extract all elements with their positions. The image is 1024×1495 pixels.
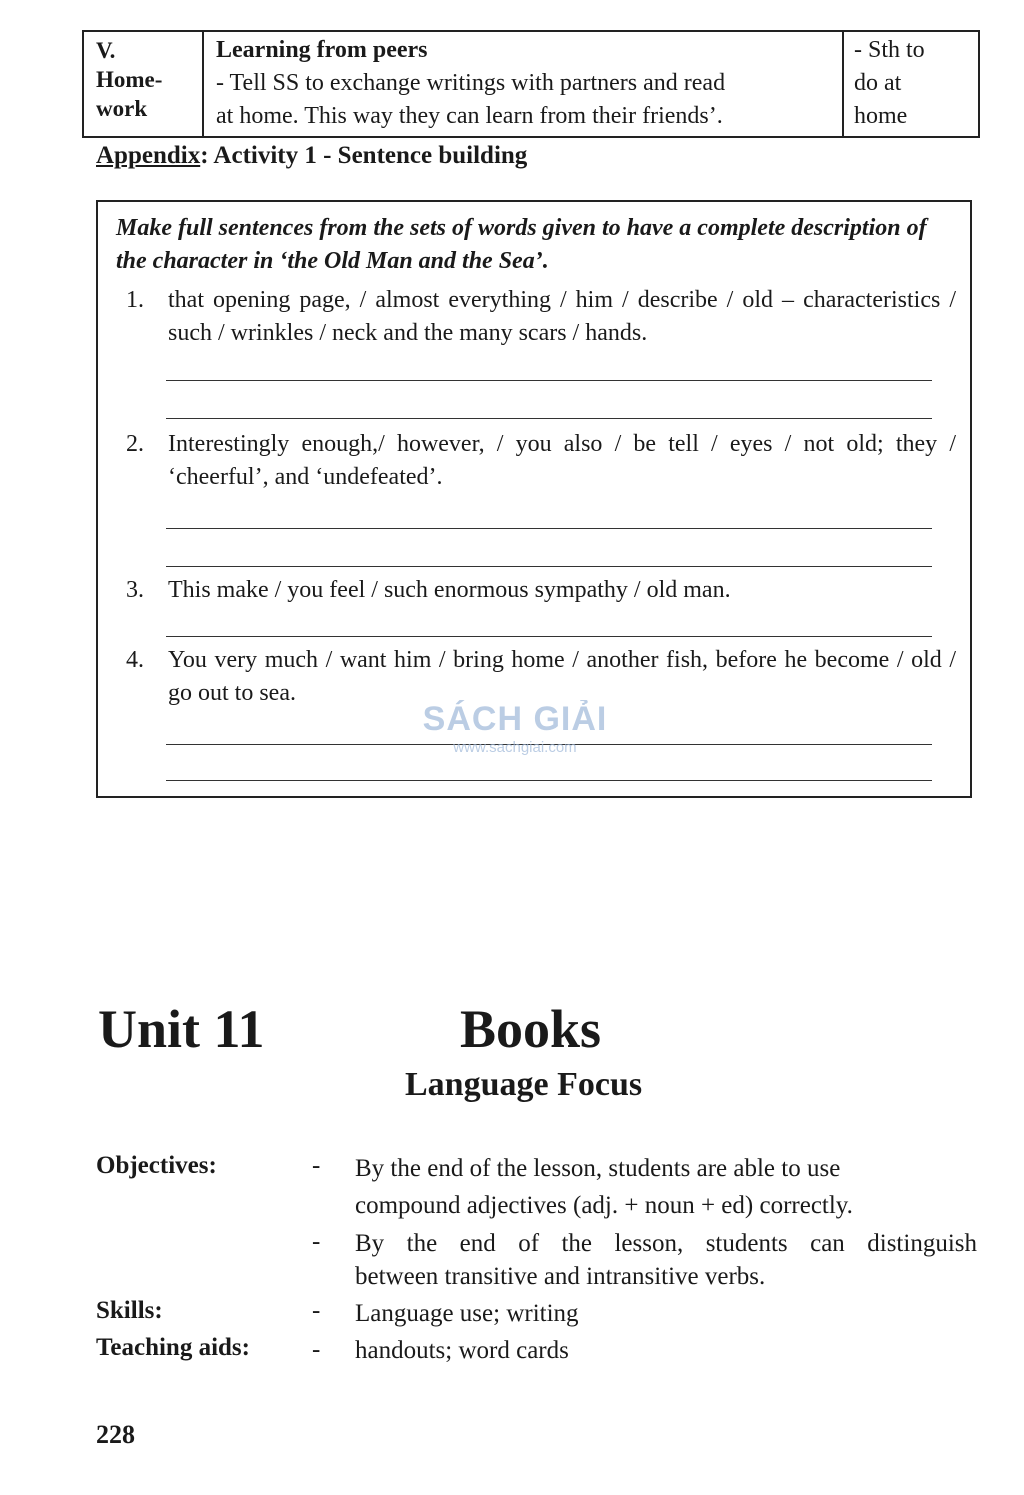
item-text: This make / you feel / such enormous sympathy / old man. — [168, 577, 731, 603]
item-number: 3. — [126, 577, 144, 603]
skills-label: Skills: — [96, 1297, 163, 1324]
stage-cell — [84, 32, 204, 136]
lesson-subtitle: Language Focus — [405, 1066, 643, 1103]
activity-instruction: Make full sentences from the sets of words given to have a complete description of the character in ‘the Old Man and the Sea’. — [116, 215, 927, 274]
teaching-aids-label: Teaching aids: — [96, 1334, 250, 1361]
bullet-dash: - — [312, 1152, 321, 1179]
item-number: 1. — [126, 287, 144, 313]
unit-title: Books — [460, 999, 602, 1059]
objective-2-line-2: between transitive and intransitive verbs. — [355, 1263, 766, 1290]
objectives-label: Objectives: — [96, 1152, 217, 1179]
teaching-aids-value: handouts; word cards — [355, 1337, 569, 1364]
item-text: that opening page, / almost everything / him / describe / old – characteristics / such / wrinkles / neck and the many scars / hands. — [168, 287, 956, 346]
note-line-3: home — [854, 103, 908, 129]
watermark-text: SÁCH GIẢI — [422, 700, 608, 738]
appendix-label: Appendix — [96, 142, 201, 169]
objective-1-line-2: compound adjectives (adj. + noun + ed) correctly. — [355, 1192, 853, 1219]
homework-table — [82, 30, 980, 138]
objective-1-line-1: By the end of the lesson, students are able to use — [355, 1155, 841, 1182]
appendix-heading — [96, 142, 527, 170]
watermark-logo — [410, 700, 620, 756]
item-text: You very much / want him / bring home / another fish, before he become / old / go out to sea. — [168, 647, 956, 706]
appendix-title: : Activity 1 - Sentence building — [200, 142, 528, 169]
item-text: Interestingly enough,/ however, / you also / be tell / eyes / not old; they / ‘cheerful’, and ‘undefeated’. — [168, 431, 956, 490]
procedure-cell — [204, 32, 844, 136]
stage-number: V. — [96, 38, 116, 63]
activity-line-2: at home. This way they can learn from their friends’. — [216, 103, 723, 129]
bullet-dash: - — [312, 1297, 321, 1324]
stage-name-2: work — [96, 96, 148, 121]
answer-line[interactable] — [166, 528, 932, 529]
activity-line-1: - Tell SS to exchange writings with partners and read — [216, 70, 726, 96]
item-number: 4. — [126, 647, 144, 673]
note-line-1: - Sth to — [854, 37, 925, 63]
answer-line[interactable] — [166, 380, 932, 381]
objective-2-line-1: By the end of the lesson, students can distinguish — [355, 1230, 977, 1257]
answer-line[interactable] — [166, 566, 932, 567]
answer-line[interactable] — [166, 418, 932, 419]
bullet-dash: - — [312, 1228, 321, 1255]
note-cell — [844, 32, 978, 136]
answer-line[interactable] — [166, 780, 932, 781]
skills-value: Language use; writing — [355, 1300, 579, 1327]
stage-name-1: Home- — [96, 67, 163, 92]
bullet-dash: - — [312, 1336, 321, 1363]
answer-line[interactable] — [166, 636, 932, 637]
item-number: 2. — [126, 431, 144, 457]
activity-title: Learning from peers — [216, 37, 428, 63]
watermark-url: www.sachgiai.com — [453, 739, 577, 756]
unit-number: Unit 11 — [98, 999, 265, 1059]
note-line-2: do at — [854, 70, 902, 96]
page-number: 228 — [96, 1420, 135, 1449]
